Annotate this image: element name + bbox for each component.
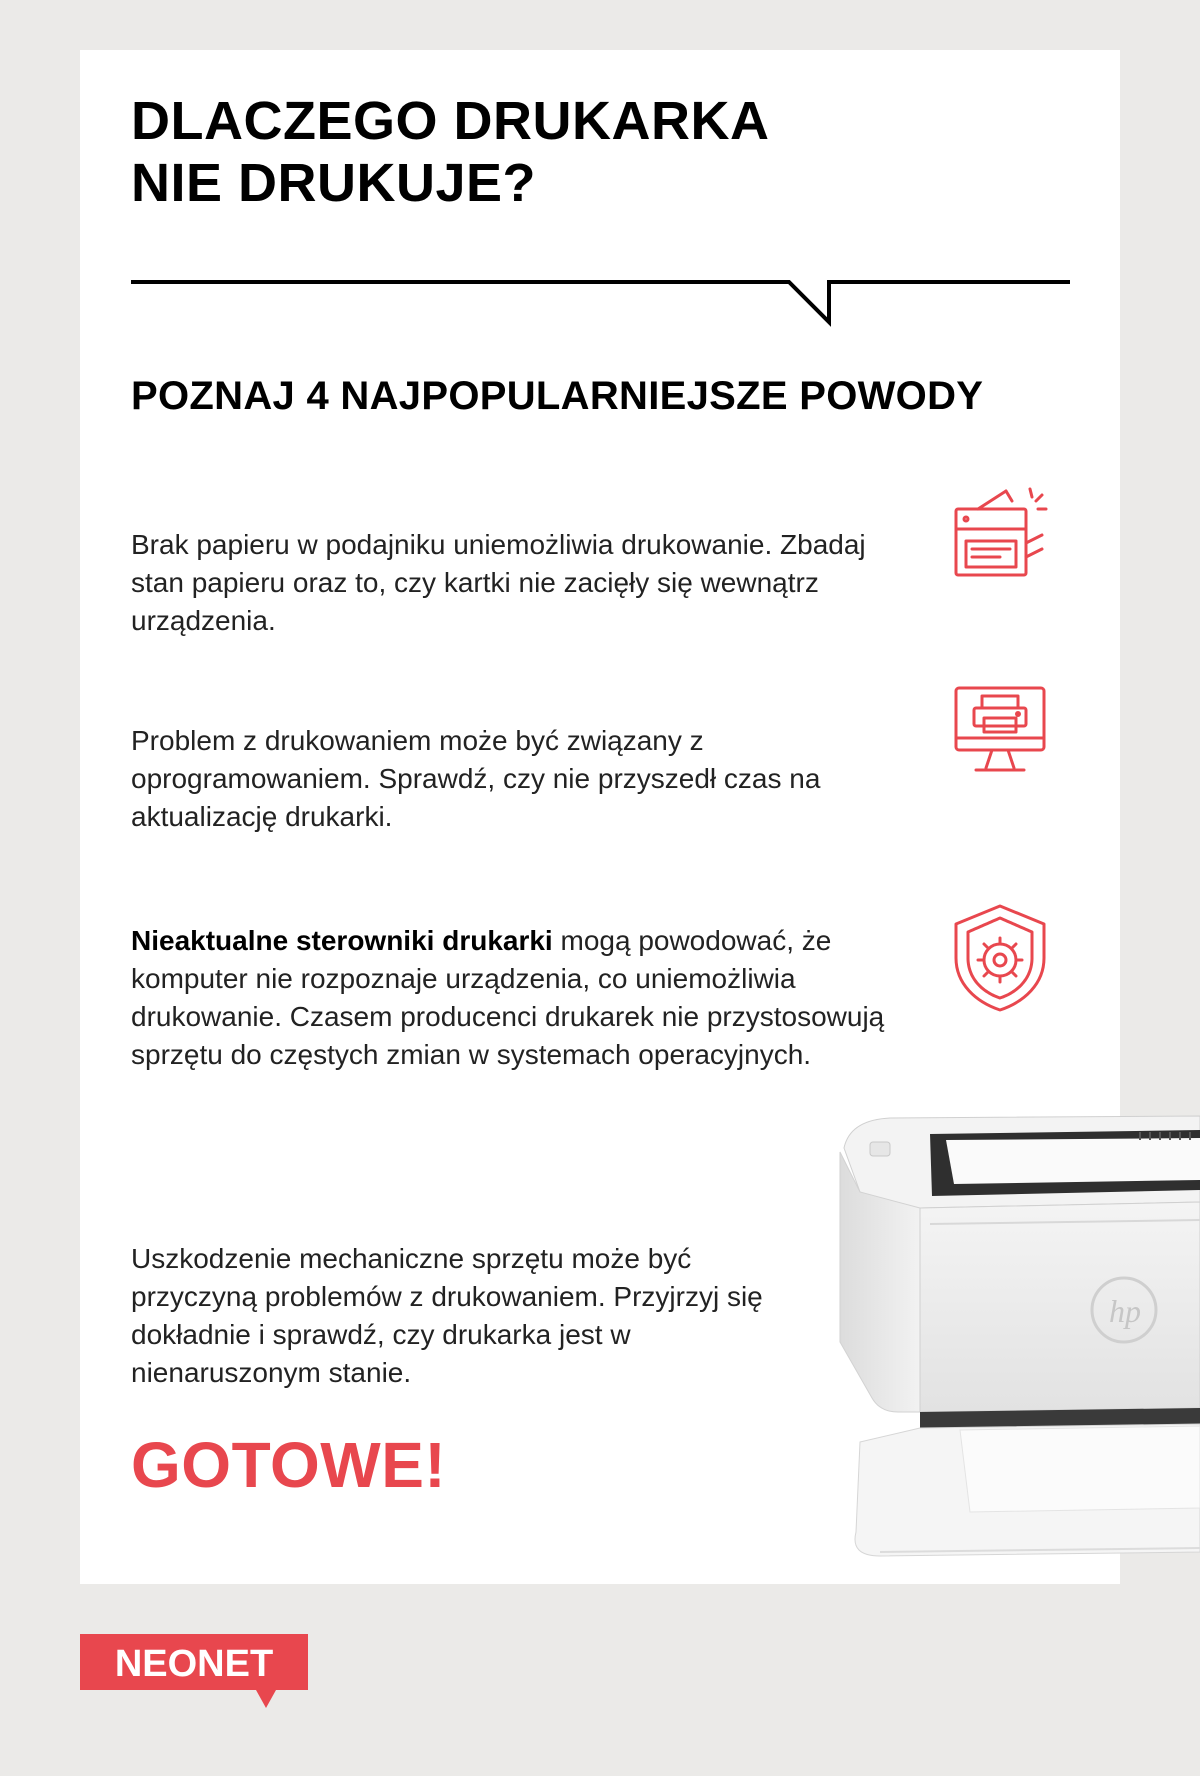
neonet-logo-text: NEONET [114, 1643, 274, 1685]
reason-software: Problem z drukowaniem może być związany z oprogramowaniem. Sprawdź, czy nie przyszedł czas na aktualizację drukarki. [131, 725, 821, 832]
reason-drivers [131, 922, 901, 1074]
printer-paper-icon [950, 485, 1050, 585]
printer-photo [820, 1112, 1200, 1560]
page-title [131, 90, 769, 214]
title-line-1: DLACZEGO DRUKARKA [131, 91, 770, 151]
speech-bubble-divider [131, 226, 1155, 336]
closing-headline: GOTOWE! [131, 1429, 447, 1501]
hp-mark: hp [1109, 1293, 1141, 1329]
subtitle: POZNAJ 4 NAJPOPULARNIEJSZE POWODY [131, 374, 984, 418]
reason-damage: Uszkodzenie mechaniczne sprzętu może być przyczyną problemów z drukowaniem. Przyjrzyj się dokładnie i sprawdź, czy drukarka jest w nienaruszonym stanie. [131, 1243, 763, 1388]
shield-gear-icon [946, 902, 1054, 1014]
reason-drivers-text: mogą powodować, że komputer nie rozpoznaje urządzenia, co uniemożliwia drukowanie. Czasem producenci drukarek nie przystosowują sprzętu do częstych zmian w systemach operacyjnych. [131, 925, 885, 1070]
neonet-logo [80, 1634, 308, 1712]
reason-drivers-bold: Nieaktualne sterowniki drukarki [131, 925, 553, 956]
title-line-2: NIE DRUKUJE? [131, 153, 537, 213]
reason-paper: Brak papieru w podajniku uniemożliwia drukowanie. Zbadaj stan papieru oraz to, czy kartki nie zacięły się wewnątrz urządzenia. [131, 529, 866, 636]
monitor-printer-icon [952, 682, 1048, 778]
